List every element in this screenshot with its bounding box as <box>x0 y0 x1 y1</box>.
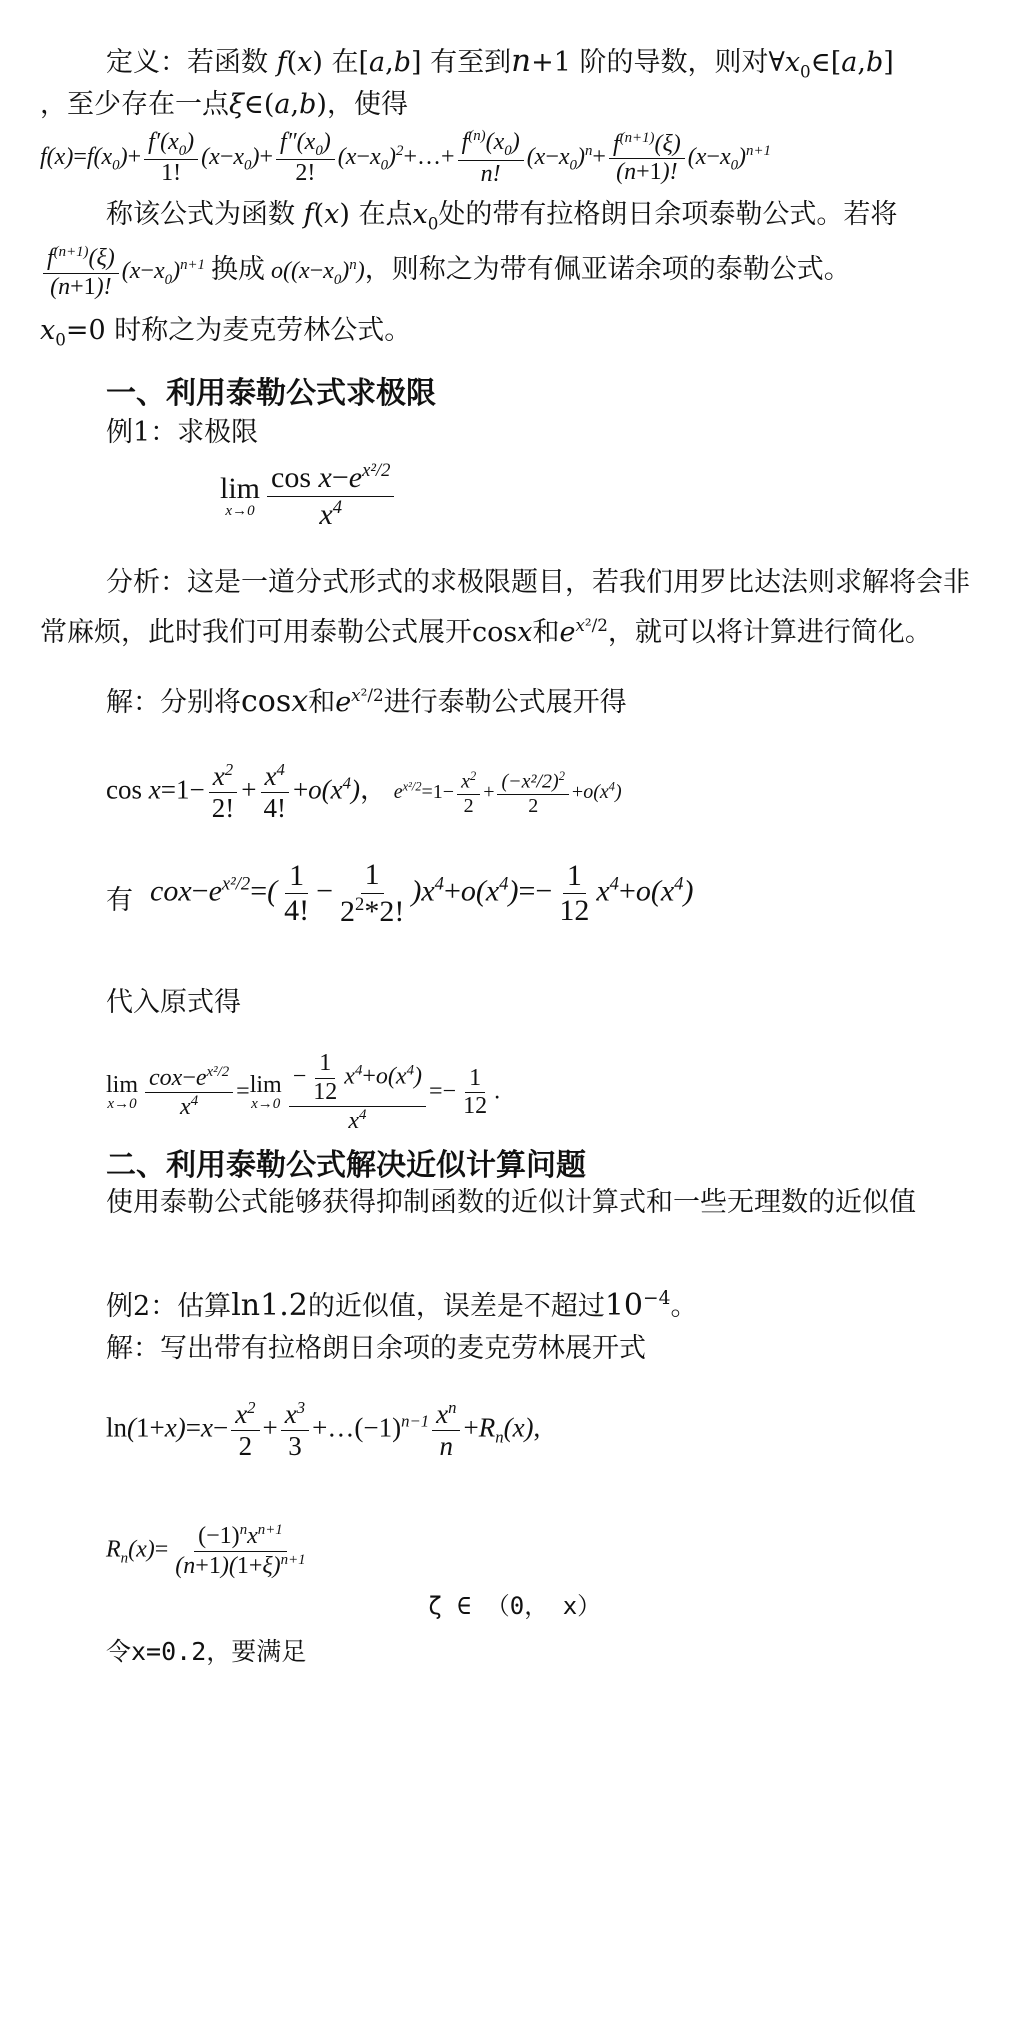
definition-text: 处的带有拉格朗日余项泰勒公式。若将 <box>438 199 898 230</box>
definition-text: ，则称之为带有佩亚诺余项的泰勒公式。 <box>364 254 851 286</box>
definition-text: 在点 <box>358 199 413 230</box>
definition-text: ，至少存在一点 <box>40 89 229 120</box>
example-1-label: 例1：求极限 <box>106 417 259 448</box>
substitute-label: 代入原式得 <box>106 987 241 1018</box>
example-1-limit: lim x→0 $\frac{\cos x-e^{x^2/2}}{x^4}$ <box>220 460 397 532</box>
taylor-name-paragraph: 称该公式为函数 f(x) 在点$x_0$处的带有拉格朗日余项泰勒公式。若将 <box>106 199 898 234</box>
definition-text: 称该公式为函数 <box>106 199 295 230</box>
section-2-paragraph: 使用泰勒公式能够获得抑制函数的近似计算式和一些无理数的近似值 <box>106 1187 916 1218</box>
analysis-text: 分析：这是一道分式形式的求极限题目，若我们用罗比达法则求解将会非常麻烦，此时我们可用泰勒公式展开 <box>40 567 970 648</box>
definition-text: 换成 <box>210 254 265 286</box>
analysis-paragraph: 分析：这是一道分式形式的求极限题目，若我们用罗比达法则求解将会非常麻烦，此时我们可用泰勒公式展开cosx和$e^{x^2/2}$，就可以将计算进行简化。 <box>40 567 970 648</box>
definition-text: =0 时称之为麦克劳林公式。 <box>65 315 412 346</box>
analysis-text: 和 <box>532 617 560 648</box>
definition-text: 有至到 <box>430 47 512 78</box>
definition-text: 在 <box>331 47 359 78</box>
definition-text: 定义：若函数 <box>106 47 268 78</box>
definition-text: 阶的导数，则对 <box>579 47 769 78</box>
example-text: 。 <box>670 1291 698 1322</box>
zeta-interval: ζ ∈ （0， x） <box>428 1592 602 1620</box>
final-line: 令x=0.2，要满足 <box>106 1637 307 1666</box>
analysis-text: ，就可以将计算进行简化。 <box>607 617 932 648</box>
definition-text: ，使得 <box>326 89 408 120</box>
solution-2-intro: 解：写出带有拉格朗日余项的麦克劳林展开式 <box>106 1333 646 1364</box>
example-text: 例2：估算 <box>106 1291 232 1322</box>
difference-expansion: $cox-e^{x^2/2}=$( $\frac{1}{4!}$ − $\frac{1}{2^2*2!}$ )$x^4+o(x^4)=-$ $\frac{1}{12}$ $x^4+o(x^4)$ <box>150 858 694 928</box>
lagrange-remainder: $R_n(x)=$ $\frac{(-1)^nx^{n+1}}{(n+1)(1+\xi)^{n+1}}$ <box>106 1522 306 1579</box>
taylor-formula: $f(x)=f(x_0)+$ $\frac{f'(x_0)}{1!}$ $(x-x_0)+$ $\frac{f''(x_0)}{2!}$ $(x-x_0)^2+\dots+$ $\frac{f^{(n)}(x_0)}{n!}$ $(x-x_0)^n+$ $\frac{f^{(n+1)}(\xi)}{(n+1)!}$ $(x-x_0)^{n+1}$ <box>40 128 771 187</box>
cos-expansion: cos x=1− $\frac{x^2}{2!}$ + $\frac{x^4}{4!}$ $+o(x^4)$， $e^{x^2/2}=1-$ $\frac{x^2}{2}$ + $\frac{(-x^2/2)^2}{2}$ $+o(x^4)$ <box>106 760 622 824</box>
peano-remainder-line: $\frac{f^{(n+1)}(\xi)}{(n+1)!}$ $(x-x_0)^{n+1}$ 换成 $o((x-x_0)^n)$，则称之为带有佩亚诺余项的泰勒公式。 <box>40 244 851 301</box>
ln-maclaurin-expansion: ln(1+x)=x− $\frac{x^2}{2}$ + $\frac{x^3}{3}$ $+\dots(-1)^{n-1}$ $\frac{x^n}{n}$ $+R_n(x)$, <box>106 1398 541 1462</box>
section-heading-1: 一、利用泰勒公式求极限 <box>106 376 436 411</box>
maclaurin-line: $x_0=0$ 时称之为麦克劳林公式。 <box>40 315 412 350</box>
example-text: 的近似值，误差是不超过 <box>307 1291 605 1322</box>
solution-text: 进行泰勒公式展开得 <box>383 687 627 718</box>
definition-paragraph: 定义：若函数 f(x) 在[a,b] 有至到n+1 阶的导数，则对$\forall x_0\in[a,b]$ <box>106 43 894 82</box>
example-2-label: 例2：估算ln1.2的近似值，误差是不超过$10^{-4}$。 <box>106 1288 698 1323</box>
limit-result: lim x→0 $\frac{cox-e^{x^2/2}}{x^4}$ =lim x→0 − $\frac{1}{12}$ $x^4+o(x^4)$ $x^4$ =− $\frac{1}{12}$ . <box>106 1050 501 1135</box>
solution-1-intro: 解：分别将cosx和$e^{x^2/2}$进行泰勒公式展开得 <box>106 684 627 719</box>
definition-line-2: ，至少存在一点ξ∈(a,b)，使得 <box>40 89 408 120</box>
solution-text: 和 <box>308 687 336 718</box>
solution-text: 解：分别将 <box>106 687 241 718</box>
have-label: 有 <box>106 885 133 916</box>
section-heading-2: 二、利用泰勒公式解决近似计算问题 <box>106 1148 586 1183</box>
